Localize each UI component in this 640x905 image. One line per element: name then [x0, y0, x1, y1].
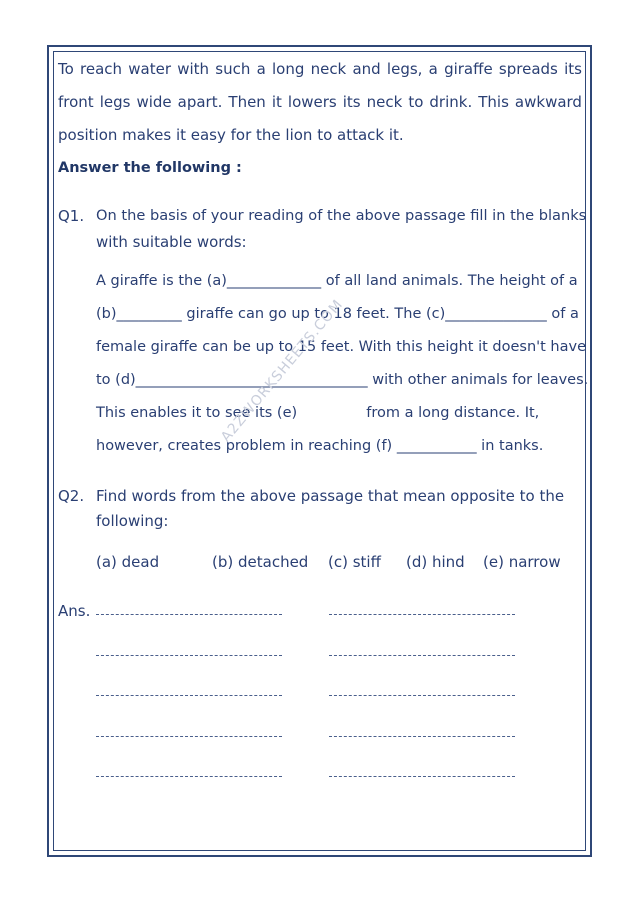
passage-word: drink. — [429, 93, 473, 111]
passage-line-2 — [58, 93, 582, 111]
answer-line[interactable] — [329, 776, 515, 777]
passage-word: awkward — [514, 93, 582, 111]
passage-word: water — [128, 60, 171, 78]
passage-word: and — [352, 60, 381, 78]
q1-fill-line-3: female giraffe can be up to 15 feet. With this height it doesn't have — [96, 339, 587, 355]
passage-word: long — [271, 60, 305, 78]
q2-option-c: (c) stiff — [328, 553, 381, 571]
answer-line[interactable] — [96, 736, 282, 737]
q1-question-line-2: with suitable words: — [96, 233, 247, 251]
passage-word: giraffe — [444, 60, 493, 78]
passage-word: front — [58, 93, 94, 111]
passage-word: it — [271, 93, 282, 111]
passage-word: apart. — [177, 93, 223, 111]
passage-word: its — [564, 60, 582, 78]
passage-word: a — [256, 60, 266, 78]
q2-number: Q2. — [58, 487, 85, 505]
q1-fill-line-2: (b)_________ giraffe can go up to 18 feet. The (c)______________ of a — [96, 306, 579, 322]
passage-word: with — [177, 60, 210, 78]
answer-line[interactable] — [329, 614, 515, 615]
passage-word: lowers — [287, 93, 337, 111]
q1-fill-line-5: This enables it to see its (e) from a long distance. It, — [96, 405, 540, 421]
q1-fill-line-4: to (d)________________________________ with other animals for leaves. — [96, 372, 589, 388]
answer-line[interactable] — [96, 776, 282, 777]
passage-line-3: position makes it easy for the lion to attack it. — [58, 126, 404, 144]
answer-line[interactable] — [96, 655, 282, 656]
passage-word: legs — [99, 93, 131, 111]
q2-option-d: (d) hind — [406, 553, 465, 571]
q2-option-b: (b) detached — [212, 553, 309, 571]
passage-word: Then — [228, 93, 266, 111]
q2-question-line-1: Find words from the above passage that mean opposite to the — [96, 487, 565, 505]
passage-line-1 — [58, 60, 582, 78]
passage-word: to — [408, 93, 424, 111]
passage-word: This — [478, 93, 509, 111]
passage-word: legs, — [386, 60, 423, 78]
q1-question-line-1: On the basis of your reading of the above passage fill in the blanks — [96, 207, 587, 224]
answer-line[interactable] — [329, 736, 515, 737]
q2-question-line-2: following: — [96, 512, 169, 530]
q2-option-e: (e) narrow — [483, 553, 561, 571]
section-heading: Answer the following : — [58, 160, 242, 176]
passage-word: neck — [310, 60, 347, 78]
passage-word: a — [428, 60, 438, 78]
answer-line[interactable] — [96, 695, 282, 696]
answer-line[interactable] — [96, 614, 282, 615]
passage-word: To — [58, 60, 74, 78]
answer-line[interactable] — [329, 655, 515, 656]
passage-word: reach — [80, 60, 123, 78]
passage-word: spreads — [498, 60, 558, 78]
passage-word: such — [215, 60, 251, 78]
q1-number: Q1. — [58, 207, 85, 225]
q2-option-a: (a) dead — [96, 553, 160, 571]
q1-fill-line-1: A giraffe is the (a)_____________ of all land animals. The height of a — [96, 273, 578, 289]
passage-word: its — [342, 93, 361, 111]
passage-word: wide — [136, 93, 172, 111]
q1-fill-line-6: however, creates problem in reaching (f) ___________ in tanks. — [96, 438, 544, 454]
watermark: A2ZWORKSHEETS.COM — [218, 296, 347, 446]
answer-line[interactable] — [329, 695, 515, 696]
answer-label: Ans. — [58, 602, 91, 620]
passage-word: neck — [366, 93, 403, 111]
